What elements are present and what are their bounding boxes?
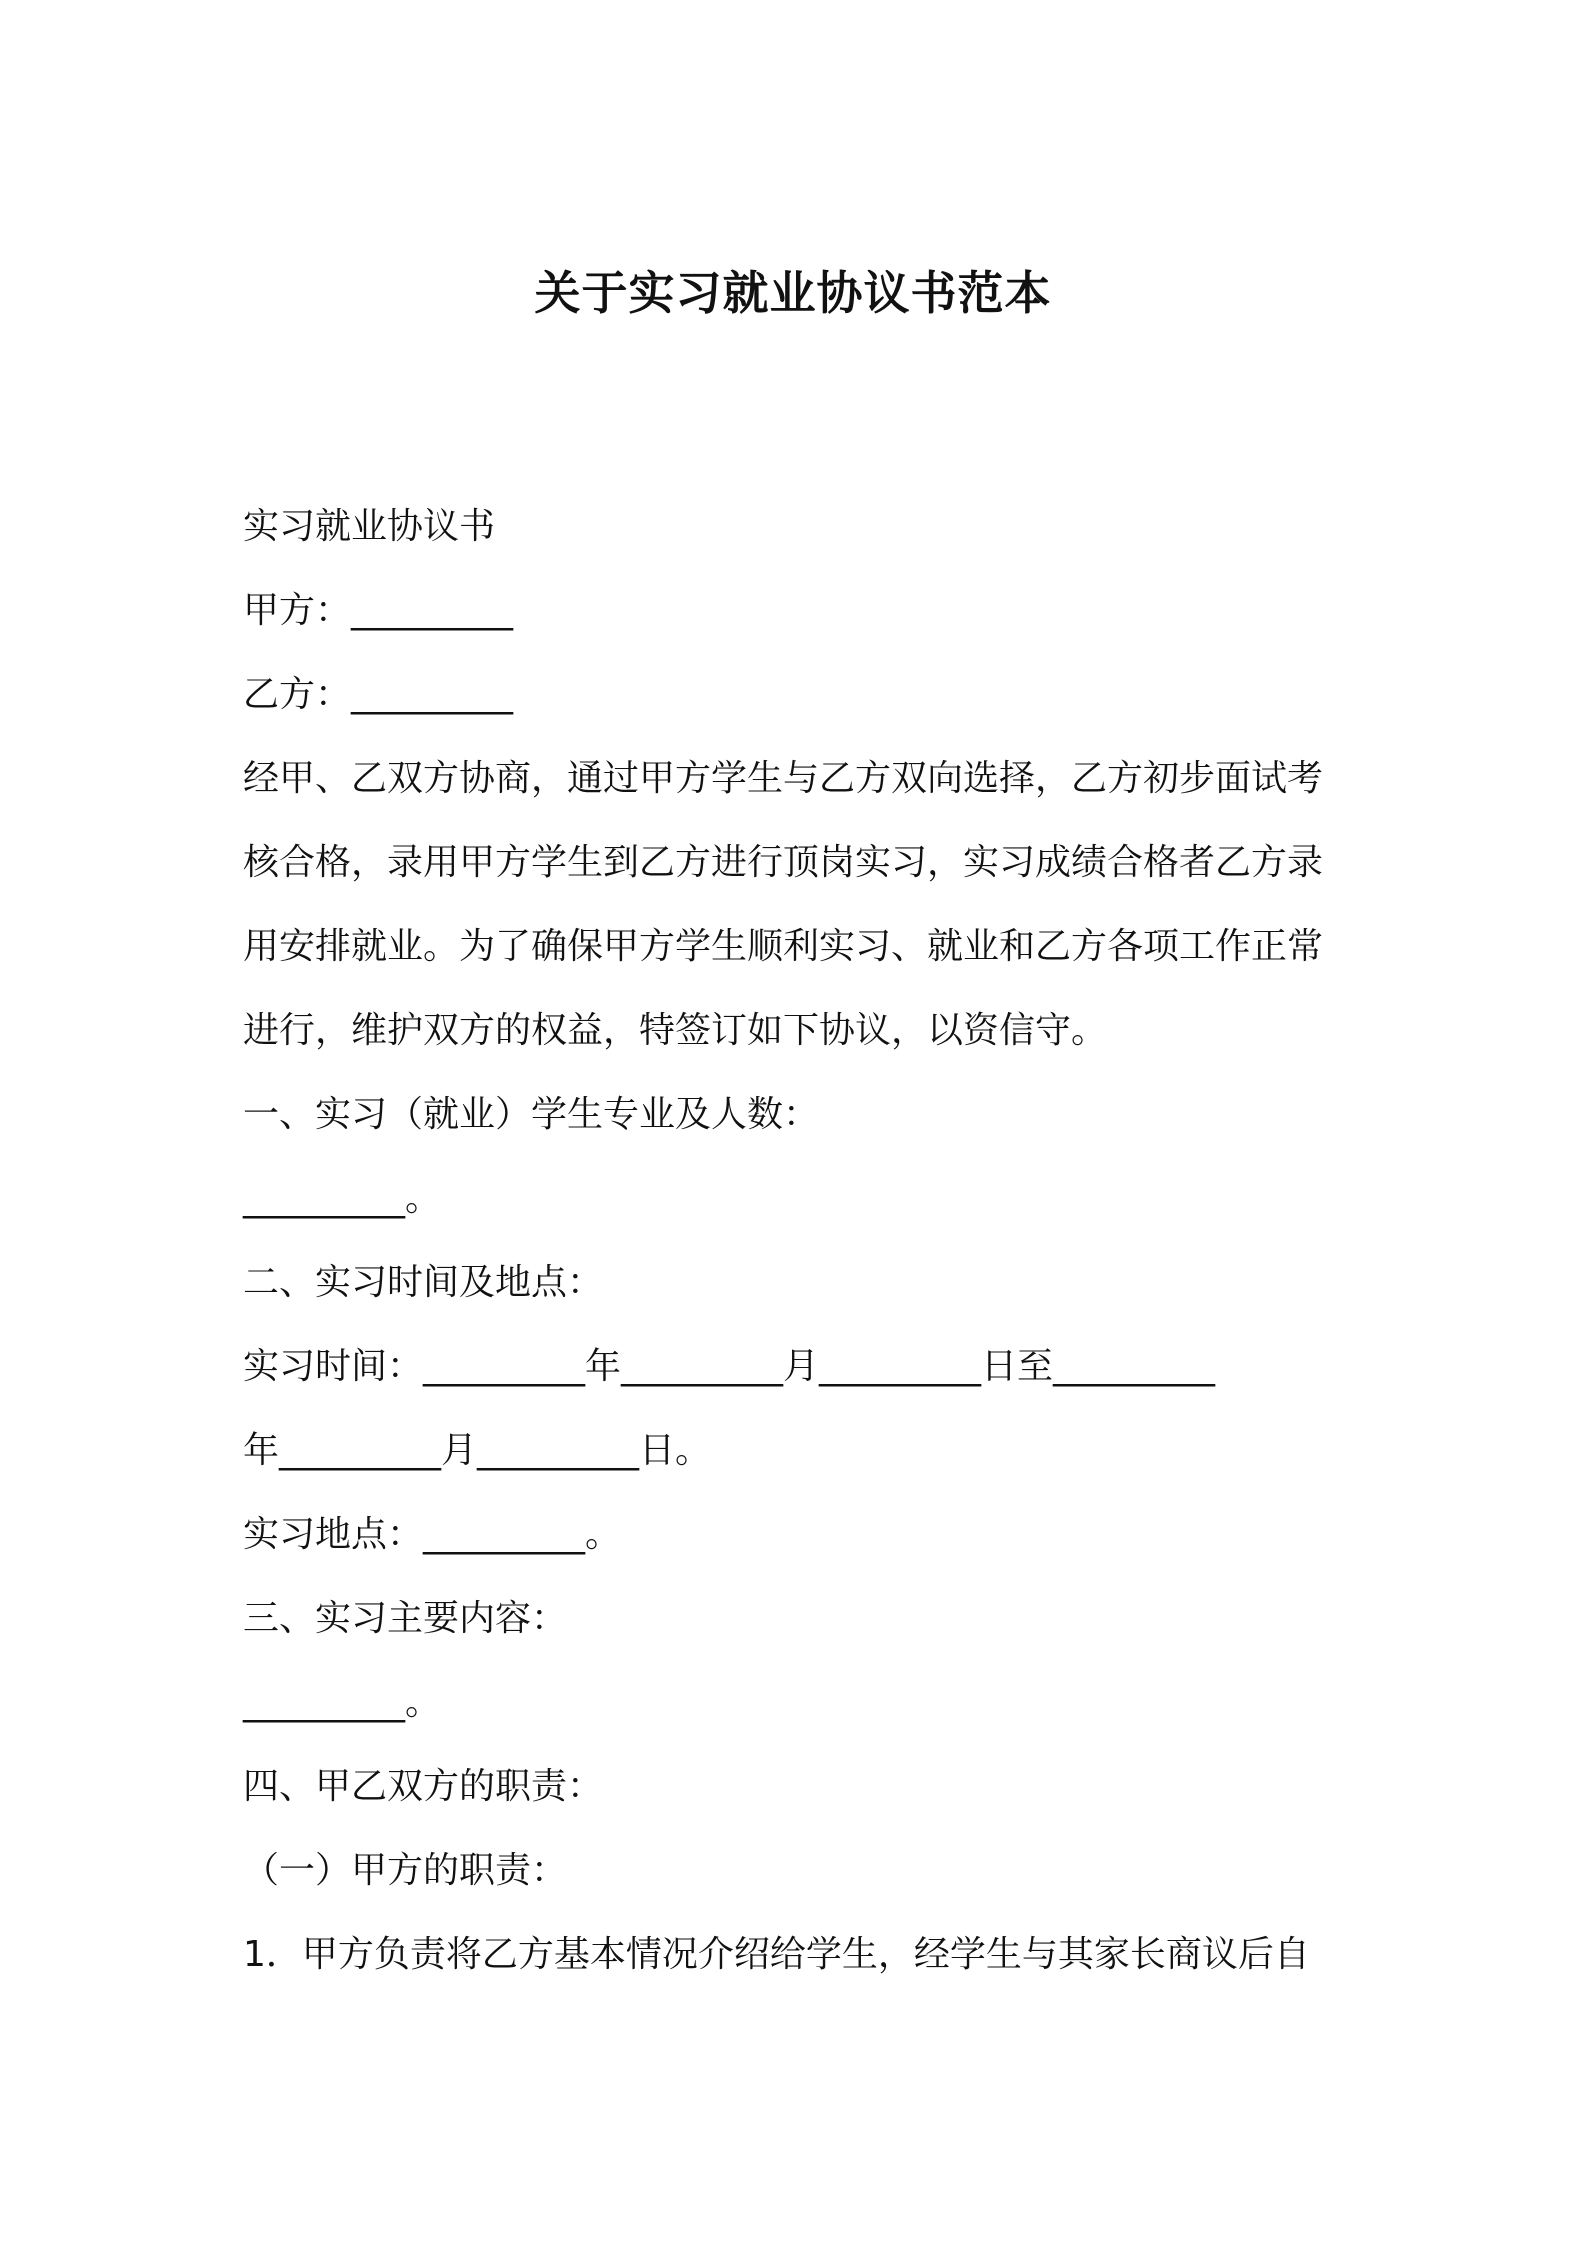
subsection-a-heading: （一）甲方的职责： (243, 1850, 568, 1891)
intro-paragraph-line-1: 经甲、乙双方协商，通过甲方学生与乙方双向选择，乙方初步面试考 (243, 758, 1324, 799)
section-3-blank: _________。 (243, 1682, 442, 1723)
intro-paragraph-line-4: 进行，维护双方的权益，特签订如下协议，以资信守。 (243, 1010, 1108, 1051)
internship-time-line-1: 实习时间：_________年_________月_________日至_________ (243, 1346, 1216, 1387)
clause-1-line: 1．甲方负责将乙方基本情况介绍给学生，经学生与其家长商议后自 (243, 1934, 1310, 1975)
section-3-heading: 三、实习主要内容： (243, 1598, 568, 1639)
section-1-blank: _________。 (243, 1178, 442, 1219)
intro-paragraph-line-2: 核合格，录用甲方学生到乙方进行顶岗实习，实习成绩合格者乙方录 (243, 842, 1324, 883)
party-b-line: 乙方：_________ (243, 674, 514, 715)
section-1-heading: 一、实习（就业）学生专业及人数： (243, 1094, 820, 1135)
internship-location-line: 实习地点：_________。 (243, 1514, 622, 1555)
section-4-heading: 四、甲乙双方的职责： (243, 1766, 604, 1807)
party-a-line: 甲方：_________ (243, 590, 514, 631)
subtitle: 实习就业协议书 (243, 506, 496, 547)
internship-time-line-2: 年_________月_________日。 (243, 1430, 712, 1471)
intro-paragraph-line-3: 用安排就业。为了确保甲方学生顺利实习、就业和乙方各项工作正常 (243, 926, 1324, 967)
document-title: 关于实习就业协议书范本 (534, 266, 1052, 320)
section-2-heading: 二、实习时间及地点： (243, 1262, 604, 1303)
